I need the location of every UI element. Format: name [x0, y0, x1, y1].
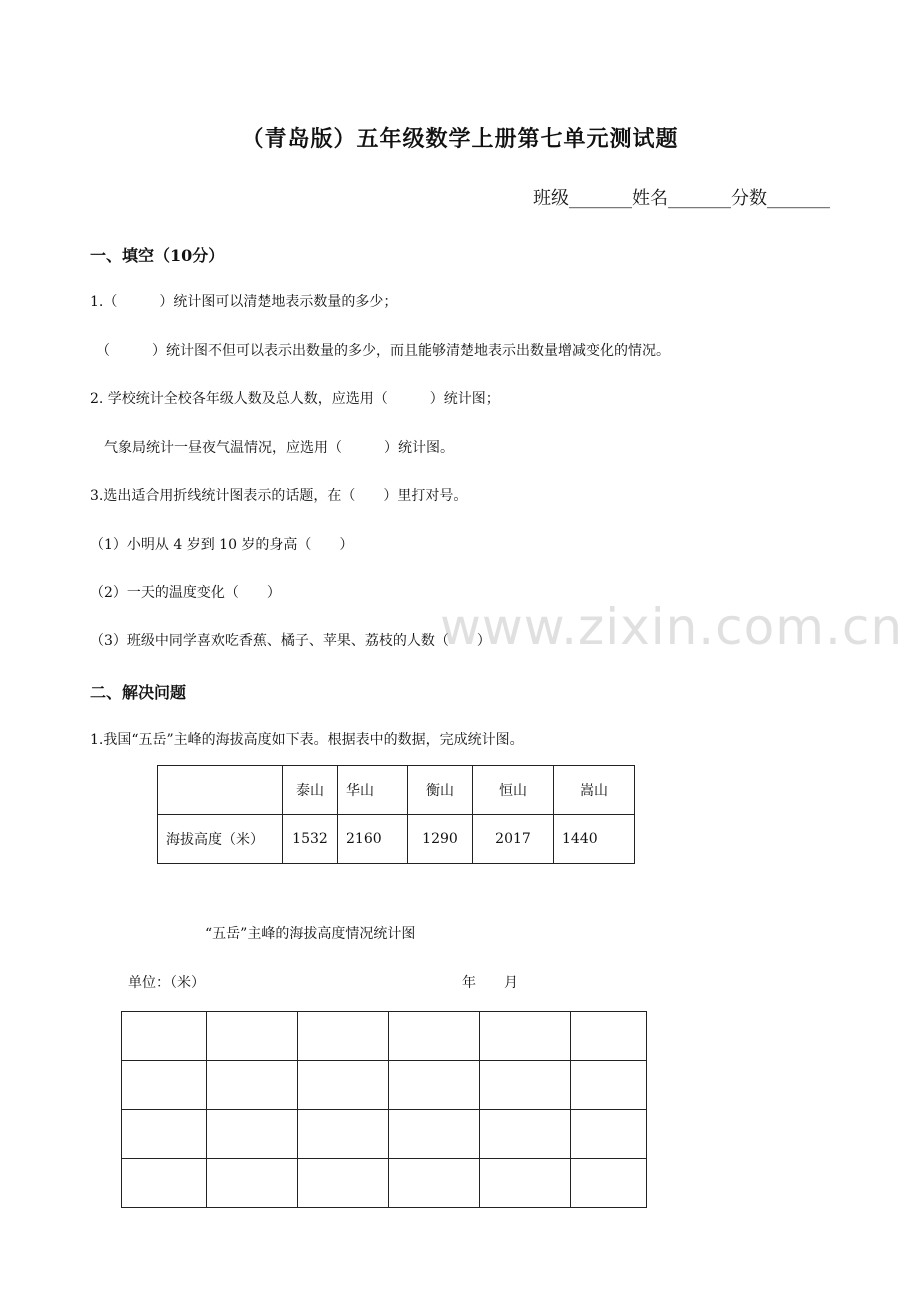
- grid-cell: [298, 1061, 389, 1110]
- q2-line1: 2. 学校统计全校各年级人数及总人数，应选用（ ）统计图；: [90, 391, 500, 407]
- q1-line1: 1.（ ）统计图可以清楚地表示数量的多少；: [90, 294, 398, 310]
- grid-cell: [122, 1061, 207, 1110]
- table-header-row: [158, 766, 635, 815]
- table-header-cell: 华山: [338, 766, 408, 815]
- grid-row: [122, 1110, 647, 1159]
- grid-cell: [122, 1110, 207, 1159]
- table-header-cell: 泰山: [283, 766, 338, 815]
- section1-heading: 一、填空（10分）: [90, 246, 225, 265]
- table-cell: 2017: [473, 815, 554, 864]
- q1-line2: （ ）统计图不但可以表示出数量的多少，而且能够清楚地表示出数量增减变化的情况。: [96, 343, 670, 359]
- q3-option-1: （1）小明从 4 岁到 10 岁的身高（ ）: [90, 537, 354, 553]
- section2-q1: 1.我国“五岳”主峰的海拔高度如下表。根据表中的数据，完成统计图。: [90, 732, 524, 748]
- grid-cell: [207, 1012, 298, 1061]
- q3-option-3: （3）班级中同学喜欢吃香蕉、橘子、苹果、荔枝的人数（ ）: [90, 633, 491, 649]
- grid-row: [122, 1159, 647, 1208]
- grid-cell: [207, 1110, 298, 1159]
- elevation-table: [157, 765, 635, 864]
- grid-cell: [389, 1012, 480, 1061]
- chart-date-label: 年 月: [462, 975, 518, 991]
- grid-cell: [298, 1159, 389, 1208]
- q3-instruction: 3.选出适合用折线统计图表示的话题，在（ ）里打对号。: [90, 488, 468, 504]
- chart-unit-label: 单位：（米）: [128, 975, 205, 991]
- chart-title: “五岳”主峰的海拔高度情况统计图: [205, 926, 416, 942]
- page-title: （青岛版）五年级数学上册第七单元测试题: [241, 126, 679, 152]
- grid-cell: [207, 1159, 298, 1208]
- grid-cell: [480, 1061, 571, 1110]
- section2-heading: 二、解决问题: [90, 683, 187, 702]
- grid-row: [122, 1061, 647, 1110]
- q2-line2: 气象局统计一昼夜气温情况，应选用（ ）统计图。: [104, 440, 454, 456]
- student-info-line: 班级_______姓名_______分数_______: [533, 188, 830, 209]
- grid-cell: [480, 1159, 571, 1208]
- q3-option-2: （2）一天的温度变化（ ）: [90, 585, 281, 601]
- table-cell: 2160: [338, 815, 408, 864]
- grid-cell: [389, 1061, 480, 1110]
- table-row: [158, 815, 635, 864]
- table-header-cell: 嵩山: [554, 766, 635, 815]
- table-cell: 1290: [408, 815, 473, 864]
- table-header-cell: [158, 766, 283, 815]
- grid-cell: [571, 1159, 647, 1208]
- grid-cell: [389, 1159, 480, 1208]
- grid-cell: [122, 1159, 207, 1208]
- table-cell: 1440: [554, 815, 635, 864]
- grid-cell: [571, 1061, 647, 1110]
- grid-cell: [571, 1012, 647, 1061]
- grid-cell: [480, 1012, 571, 1061]
- grid-cell: [298, 1012, 389, 1061]
- grid-cell: [207, 1061, 298, 1110]
- grid-cell: [298, 1110, 389, 1159]
- table-header-cell: 恒山: [473, 766, 554, 815]
- grid-cell: [389, 1110, 480, 1159]
- blank-chart-grid: [121, 1011, 647, 1208]
- watermark: www.zixin.com.cn: [440, 598, 904, 656]
- table-header-cell: 衡山: [408, 766, 473, 815]
- grid-cell: [122, 1012, 207, 1061]
- grid-cell: [480, 1110, 571, 1159]
- table-row-label: 海拔高度（米）: [158, 815, 283, 864]
- table-cell: 1532: [283, 815, 338, 864]
- grid-row: [122, 1012, 647, 1061]
- grid-cell: [571, 1110, 647, 1159]
